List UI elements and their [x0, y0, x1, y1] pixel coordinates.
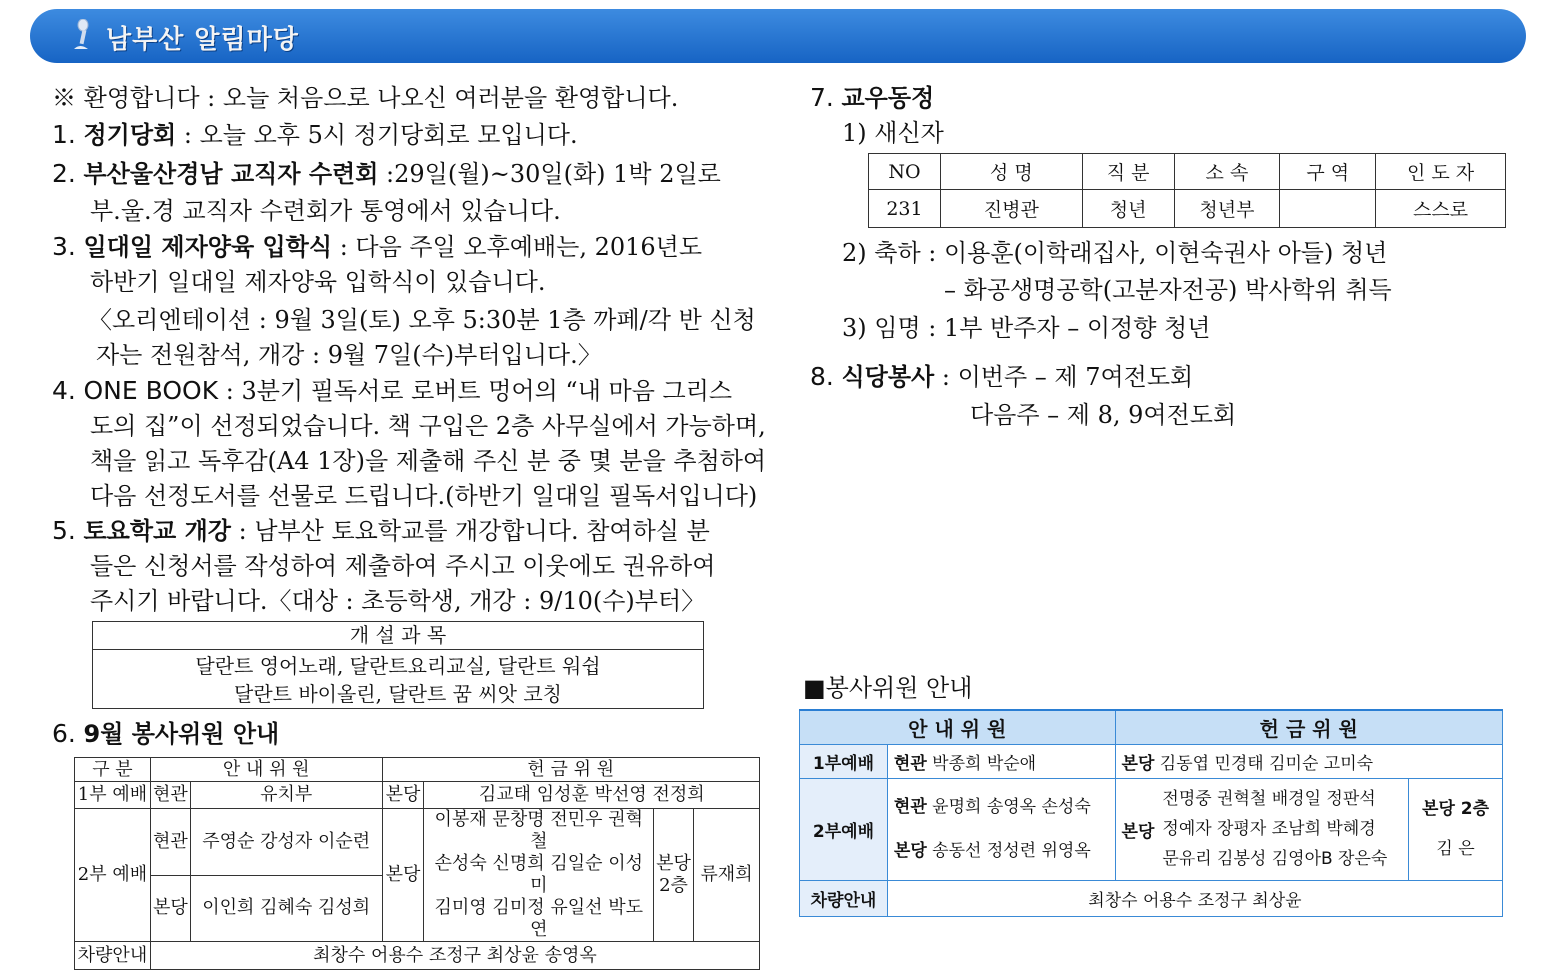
notice-item-3 [52, 229, 702, 265]
table-cell: 진병관 [940, 190, 1082, 228]
table-cell: 231 [869, 190, 941, 228]
table-cell: 최창수 어용수 조정구 최상윤 [887, 880, 1502, 916]
notice-item-7 [810, 80, 934, 116]
table-cell: 주영순 강성자 이순련 [190, 809, 382, 876]
item-number: 6. [52, 719, 76, 748]
table-header: 성 명 [940, 154, 1082, 190]
table-header: 인 도 자 [1376, 154, 1506, 190]
table-cell: 본당 [382, 782, 424, 809]
notice-item-8 [810, 359, 1193, 395]
notice-item-6 [52, 716, 279, 752]
item-text-line: 다음주 – 제 8, 9여전도회 [970, 401, 1237, 429]
welcome-text: ※ 환영합니다 : 오늘 처음으로 나오신 여러분을 환영합니다. [52, 84, 679, 112]
item-heading: 교우동정 [841, 84, 935, 112]
table-cell [887, 778, 1115, 880]
volunteer-table-september [74, 757, 760, 970]
item-number: 7. [810, 83, 834, 112]
table-cell: 1부예배 [800, 744, 888, 778]
table-cell: 최창수 어용수 조정구 최상윤 송영옥 [150, 942, 759, 970]
table-cell [1115, 778, 1409, 880]
item-number: 5. [52, 516, 76, 545]
item-heading: 일대일 제자양육 입학식 [83, 233, 333, 261]
table-cell: 현관 [150, 782, 190, 809]
table-cell: 유치부 [190, 782, 382, 809]
table-cell [1115, 744, 1502, 778]
table-cell: 2부 예배 [75, 809, 151, 942]
name-line: 정예자 장평자 조남희 박혜경 [1162, 819, 1376, 839]
item-text-line: 〈오리엔테이션 : 9월 3일(토) 오후 5:30분 1층 까페/각 반 신청 [88, 306, 756, 334]
item-text: : 3분기 필독서로 로버트 멍어의 “내 마음 그리스 [218, 377, 733, 405]
item-heading: 토요학교 개강 [83, 517, 231, 545]
name-line: 전명중 권혁철 배경일 정판석 [1162, 789, 1376, 809]
item-number: 1. [52, 120, 76, 149]
place-label: 현관 [893, 753, 927, 774]
table-cell [1280, 190, 1376, 228]
notice-item-4 [52, 373, 732, 409]
table-cell: 본당 [150, 875, 190, 942]
service-title: ■봉사위원 안내 [803, 674, 973, 702]
subheading-newcomer: 1) 새신자 [842, 119, 944, 147]
notice-item-1 [52, 117, 578, 153]
table-cell: 청년 [1082, 190, 1174, 228]
offering-inner [1122, 784, 1388, 874]
names: 윤명희 송영옥 손성숙 [932, 797, 1091, 817]
item-text: : 오늘 오후 5시 정기당회로 모입니다. [176, 121, 578, 149]
table-header: 안 내 위 원 [150, 758, 382, 782]
item-text: : 남부산 토요학교를 개강합니다. 참여하실 분 [230, 517, 710, 545]
congratulation-text: 2) 축하 : 이용훈(이학래집사, 이현숙권사 아들) 청년 [842, 239, 1388, 267]
name-line: 문유리 김봉성 김영아B 장은숙 [1162, 849, 1388, 869]
name-line: 김미영 김미정 유일선 박도연 [434, 897, 643, 940]
item-heading: 정기당회 [83, 121, 177, 149]
microphone-icon [70, 19, 92, 53]
table-header: 직 분 [1082, 154, 1174, 190]
place-line: 본당 [656, 853, 691, 874]
table-cell: 1부 예배 [75, 782, 151, 809]
table-cell: 2부예배 [800, 778, 888, 880]
item-heading: 식당봉사 [841, 363, 935, 391]
table-header: 소 속 [1174, 154, 1280, 190]
table-header: 구 역 [1280, 154, 1376, 190]
table-header: 헌 금 위 원 [382, 758, 759, 782]
item-number: 2. [52, 159, 76, 188]
table-cell: 현관 [150, 809, 190, 876]
place-label: 본당 [1121, 753, 1155, 774]
place-line: 2층 [659, 875, 688, 896]
item-text: : 다음 주일 오후예배는, 2016년도 [332, 233, 703, 261]
section-banner [30, 9, 1526, 63]
item-text-line: 도의 집”이 선정되었습니다. 책 구입은 2층 사무실에서 가능하며, [90, 412, 766, 440]
newcomer-table [868, 153, 1506, 228]
row [894, 785, 1109, 829]
course-line: 달란트 바이올린, 달란트 꿈 씨앗 코칭 [234, 682, 562, 706]
item-text-line: 자는 전원참석, 개강 : 9월 7일(수)부터입니다.〉 [96, 341, 602, 369]
item-text: : 이번주 – 제 7여전도회 [934, 363, 1194, 391]
table-header: 안 내 위 원 [800, 710, 1116, 744]
table-cell [654, 809, 694, 942]
notice-item-2 [52, 156, 721, 192]
item-text: :29일(월)~30일(화) 1박 2일로 [378, 160, 721, 188]
place-label: 본당 [1121, 821, 1155, 842]
table-cell: 스스로 [1376, 190, 1506, 228]
course-box [92, 621, 704, 709]
item-number: 8. [810, 362, 834, 391]
table-header: 구 분 [75, 758, 151, 782]
table-cell [1409, 778, 1503, 880]
notice-item-5 [52, 513, 710, 549]
course-line: 달란트 영어노래, 달란트요리교실, 달란트 워쉽 [195, 654, 601, 678]
item-text-line: 부.울.경 교직자 수련회가 통영에서 있습니다. [90, 197, 561, 225]
row [894, 829, 1109, 873]
table-header: 헌 금 위 원 [1115, 710, 1502, 744]
names: 김동엽 민경태 김미순 고미숙 [1159, 753, 1374, 774]
item-heading: 9월 봉사위원 안내 [83, 720, 280, 748]
item-number: 4. [52, 376, 76, 405]
table-cell: 본당 [382, 809, 424, 942]
names-block [1154, 784, 1387, 874]
names: 김 은 [1436, 839, 1475, 859]
item-number: 3. [52, 232, 76, 261]
table-cell [887, 744, 1115, 778]
banner-title: 남부산 알림마당 [106, 25, 299, 55]
name-line: 이봉재 문창명 전민우 권혁철 [434, 809, 643, 852]
table-cell: 차량안내 [800, 880, 888, 916]
table-cell: 류재희 [694, 809, 760, 942]
item-text-line: 하반기 일대일 제자양육 입학식이 있습니다. [90, 268, 546, 296]
volunteer-table-service [799, 709, 1503, 917]
table-cell [424, 809, 654, 942]
table-header: NO [869, 154, 941, 190]
item-heading: ONE BOOK [83, 376, 219, 405]
name-line: 손성숙 신명희 김일순 이성미 [434, 853, 643, 896]
table-cell: 청년부 [1174, 190, 1280, 228]
course-box-header: 개 설 과 목 [93, 622, 703, 650]
table-cell: 김교태 임성훈 박선영 전정희 [424, 782, 760, 809]
item-text-line: 주시기 바랍니다.〈대상 : 초등학생, 개강 : 9/10(수)부터〉 [90, 587, 706, 615]
item-text-line: 다음 선정도서를 선물로 드립니다.(하반기 일대일 필독서입니다) [90, 482, 758, 510]
place-label: 현관 [893, 797, 927, 817]
item-heading: 부산울산경남 교직자 수련회 [83, 160, 379, 188]
names: 송동선 정성련 위영옥 [932, 841, 1091, 861]
congratulation-detail: – 화공생명공학(고분자전공) 박사학위 취득 [944, 276, 1392, 304]
table-cell: 이인희 김혜숙 김성희 [190, 875, 382, 942]
appointment-text: 3) 임명 : 1부 반주자 – 이정향 청년 [842, 314, 1211, 342]
names: 박종희 박순애 [932, 753, 1037, 774]
place-label: 본당 2층 [1422, 799, 1490, 819]
place-label: 본당 [893, 841, 927, 861]
item-text-line: 책을 읽고 독후감(A4 1장)을 제출해 주신 분 중 몇 분을 추첨하여 [90, 447, 767, 475]
table-cell: 차량안내 [75, 942, 151, 970]
item-text-line: 들은 신청서를 작성하여 제출하여 주시고 이웃에도 권유하여 [90, 552, 716, 580]
